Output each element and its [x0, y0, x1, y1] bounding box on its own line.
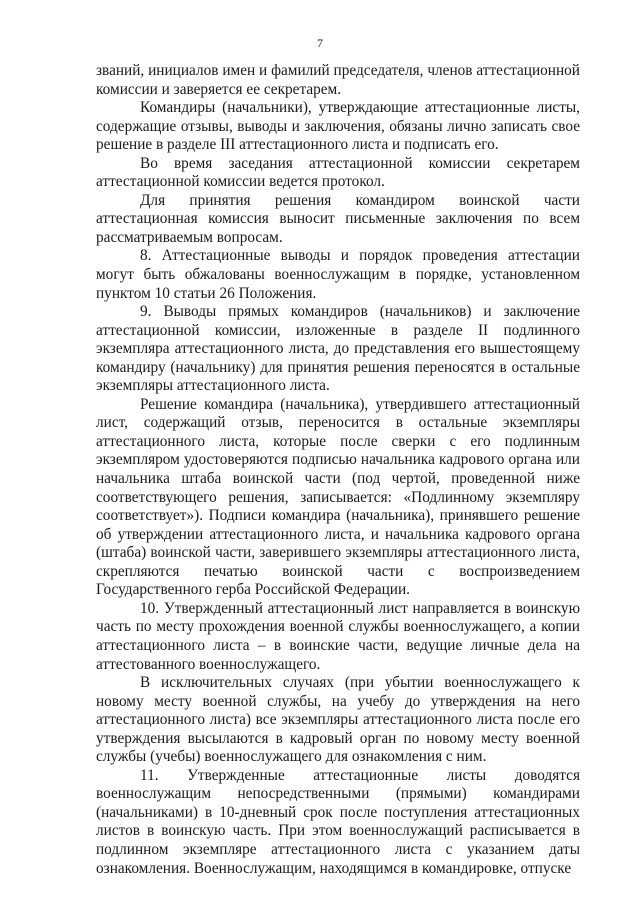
paragraph-item-10: 10. Утвержденный аттестационный лист направляется в воинскую часть по месту прохождения военной службы военнослужащего, а копии аттестационного листа – в воинские части, ведущие личные дела на аттестованного военнослужащего. [96, 599, 580, 673]
paragraph-item-11: 11. Утвержденные аттестационные листы доводятся военнослужащим непосредственными (прямыми) командирами (начальниками) в 10-дневный срок после поступления аттестационных листов в воинскую часть. При этом военнослужащий расписывается в подлинном экземпляре аттестационного листа с указанием даты ознакомления. Военнослужащим, находящимся в командировке, отпуске [96, 766, 580, 877]
paragraph-protocol: Во время заседания аттестационной комиссии секретарем аттестационной комиссии ведется протокол. [96, 154, 580, 191]
document-body [96, 62, 580, 878]
paragraph-item-9: 9. Выводы прямых командиров (начальников) и заключение аттестационной комиссии, изложенные в разделе II подлинного экземпляра аттестационного листа, до представления его вышестоящему командиру (начальнику) для принятия решения переносятся в остальные экземпляры аттестационного листа. [96, 303, 580, 395]
page-number: 7 [317, 36, 323, 50]
paragraph-continuation: званий, инициалов имен и фамилий председателя, членов аттестационной комиссии и заверяется ее секретарем. [96, 62, 580, 98]
paragraph-item-8: 8. Аттестационные выводы и порядок проведения аттестации могут быть обжалованы военнослужащим в порядке, установленном пунктом 10 статьи 26 Положения. [96, 247, 580, 302]
paragraph-exceptional-cases: В исключительных случаях (при убытии военнослужащего к новому месту военной службы, на учебу до утверждения на него аттестационного листа) все экземпляры аттестационного листа после его утверждения высылаются в кадровый орган по новому месту военной службы (учебы) военнослужащего для ознакомления с ним. [96, 674, 580, 766]
paragraph-commander-decision-transfer: Решение командира (начальника), утвердившего аттестационный лист, содержащий отзыв, переносится в остальные экземпляры аттестационного листа, которые после сверки с его подлинным экземпляром удостоверяются подписью начальника кадрового органа или начальника штаба воинской части (под чертой, проведенной ниже соответствующего решения, записывается: «Подлинному экземпляру соответствует»). Подписи командира (начальника), принявшего решение об утверждении аттестационного листа, и начальника кадрового органа (штаба) воинской части, заверившего экземпляры аттестационного листа, скрепляются печатью воинской части с воспроизведением Государственного герба Российской Федерации. [96, 395, 580, 599]
paragraph-written-conclusions: Для принятия решения командиром воинской части аттестационная комиссия выносит письменные заключения по всем рассматриваемым вопросам. [96, 191, 580, 246]
paragraph-commanders-decision: Командиры (начальники), утверждающие аттестационные листы, содержащие отзывы, выводы и заключения, обязаны лично записать свое решение в разделе III аттестационного листа и подписать его. [96, 99, 580, 154]
